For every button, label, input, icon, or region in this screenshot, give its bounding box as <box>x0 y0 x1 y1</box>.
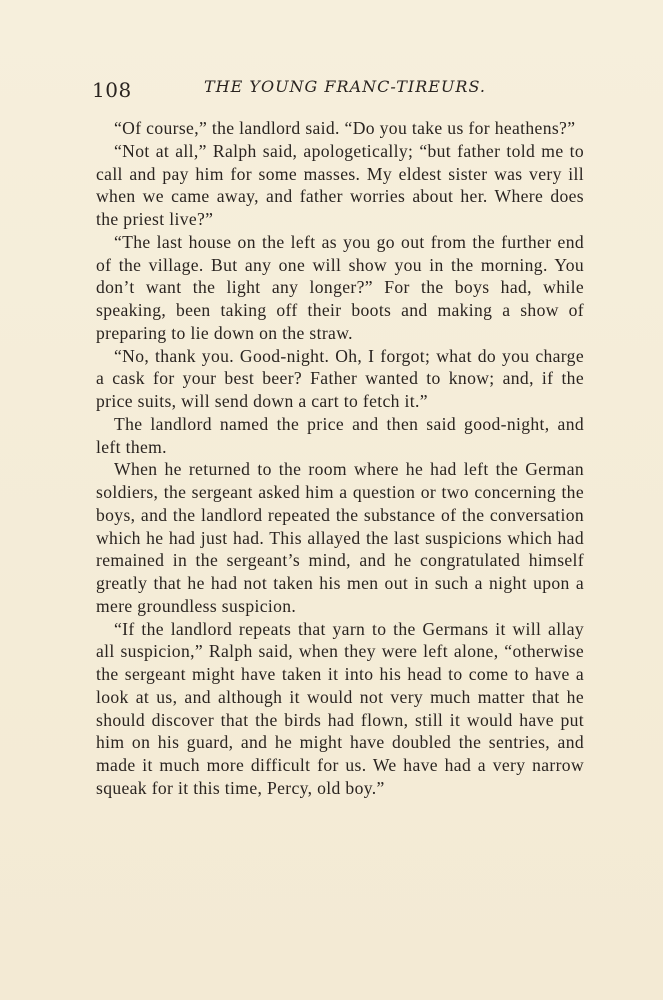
body-text <box>96 117 584 800</box>
paragraph: “Not at all,” Ralph said, apologetically; “but father told me to call and pay him for some masses. My eldest sister was very ill when we came away, and father worries about her. Where does the priest live?” <box>96 140 584 229</box>
paragraph: “Of course,” the landlord said. “Do you take us for heathens?” <box>114 118 576 138</box>
running-title: THE YOUNG FRANC-TIREURS. <box>204 77 486 96</box>
paragraph: When he returned to the room where he had left the German soldiers, the sergeant asked him a question or two concerning the boys, and the landlord repeated the substance of the conversation which he had just had. This allayed the last suspicions which had remained in the sergeant’s mind, and he congratulated himself greatly that he had not taken his men out in such a night upon a mere groundless suspicion. <box>96 459 584 616</box>
page-number: 108 <box>92 78 132 102</box>
running-header <box>92 75 592 101</box>
paragraph: The landlord named the price and then said good-night, and left them. <box>96 413 584 457</box>
paragraph: “No, thank you. Good-night. Oh, I forgot; what do you charge a cask for your best beer? Father wanted to know; and, if the price suits, will send down a cart to fetch it.” <box>96 345 584 411</box>
paragraph: “If the landlord repeats that yarn to the Germans it will allay all suspicion,” Ralph said, when they were left alone, “otherwise the sergeant might have taken it into his head to come to have a look at us, and although it would not very much matter that he should discover that the birds had flown, still it would have put him on his guard, and he might have doubled the sentries, and made it much more difficult for us. We have had a very narrow squeak for it this time, Percy, old boy.” <box>96 618 584 798</box>
paragraph: “The last house on the left as you go out from the further end of the village. But any one will show you in the morning. You don’t want the light any longer?” For the boys had, while speaking, been taking off their boots and making a show of preparing to lie down on the straw. <box>96 231 584 343</box>
